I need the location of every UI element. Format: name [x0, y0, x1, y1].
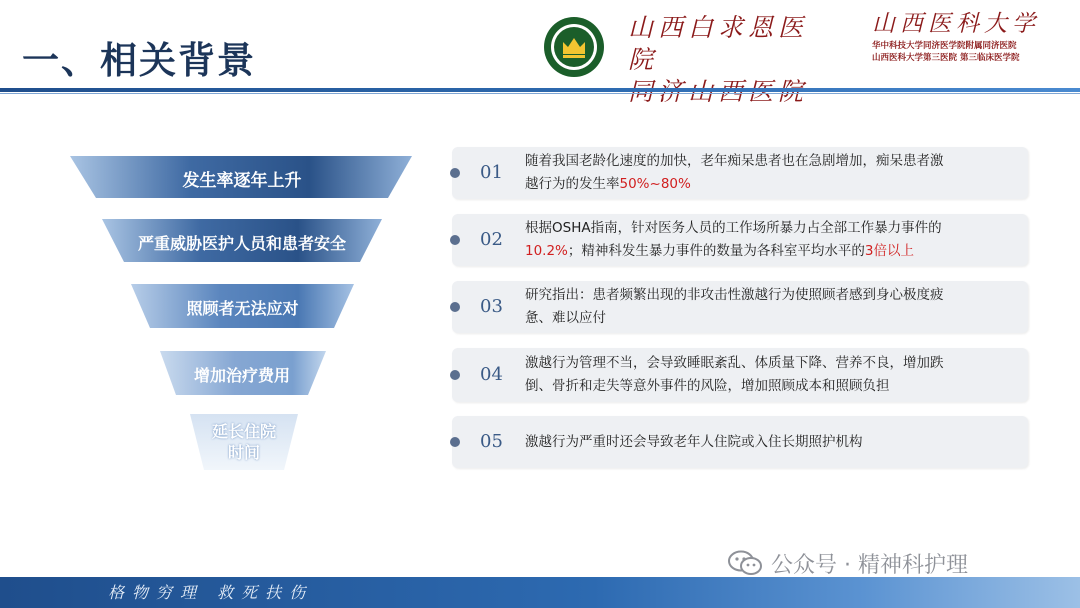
hospital-affiliation-2: 山西医科大学第三医院 第三临床医学院 [872, 53, 1020, 63]
item-number: 04 [480, 364, 503, 385]
highlight-value: 10.2% [525, 243, 568, 259]
wechat-icon [727, 550, 763, 576]
item-text-line2: 倒、骨折和走失等意外事件的风险，增加照顾成本和照顾负担 [525, 378, 890, 394]
item-text-line1: 随着我国老龄化速度的加快，老年痴呆患者也在急剧增加，痴呆患者激 [525, 153, 944, 169]
list-item [452, 214, 1028, 266]
item-text [525, 150, 1015, 196]
item-text-line2 [525, 173, 1015, 196]
item-text-line1: 研究指出：患者频繁出现的非攻击性激越行为使照顾者感到身心极度疲 [525, 287, 944, 303]
bullet-dot-icon [450, 168, 460, 178]
funnel-label-2: 严重威胁医护人员和患者安全 [137, 234, 346, 253]
list-item [452, 281, 1028, 333]
bullet-dot-icon [450, 302, 460, 312]
bullet-dot-icon [450, 235, 460, 245]
item-number: 01 [480, 162, 503, 183]
page-title: 一、相关背景 [22, 39, 256, 82]
item-text-line1: 激越行为管理不当，会导致睡眠紊乱、体质量下降、营养不良，增加跌 [525, 355, 944, 371]
funnel-label-5-line2: 时间 [227, 443, 260, 462]
item-text-line2: 惫、难以应付 [525, 310, 606, 326]
hospital-name-2-title: 山西医科大学 [872, 11, 1040, 37]
wechat-watermark [727, 548, 968, 578]
hospital-name-1-line1: 山西白求恩医院 [628, 13, 809, 74]
item-text-segment: ；精神科发生暴力事件的数量为各科室平均水平的 [567, 243, 865, 259]
funnel-label-4: 增加治疗费用 [193, 366, 290, 385]
footer-motto: 格物穷理 救死扶伤 [108, 583, 314, 602]
list-item [452, 416, 1028, 468]
item-number: 02 [480, 229, 503, 250]
list-item [452, 147, 1028, 199]
watermark-text: 公众号 · 精神科护理 [771, 552, 968, 578]
highlight-value: 3倍以上 [864, 243, 914, 259]
item-text-line2 [525, 240, 1015, 263]
bullet-dot-icon [450, 370, 460, 380]
item-text [525, 431, 1015, 454]
item-text [525, 217, 1015, 263]
highlight-value: 50%~80% [619, 176, 691, 192]
item-text-segment: 越行为的发生率 [525, 176, 620, 192]
hospital-affiliation-1: 华中科技大学同济医学院附属同济医院 [872, 41, 1017, 51]
item-number: 03 [480, 296, 503, 317]
funnel-label-5 [194, 421, 294, 463]
funnel-label-3: 照顾者无法应对 [186, 299, 299, 318]
item-text-line1: 激越行为严重时还会导致老年人住院或入住长期照护机构 [525, 434, 863, 450]
item-text [525, 284, 1015, 330]
funnel-label-5-line1: 延长住院 [211, 422, 276, 441]
funnel-label-1: 发生率逐年上升 [182, 171, 302, 191]
bullet-dot-icon [450, 437, 460, 447]
item-text [525, 352, 1015, 398]
item-text-line1: 根据OSHA指南，针对医务人员的工作场所暴力占全部工作暴力事件的 [525, 220, 942, 236]
item-number: 05 [480, 431, 503, 452]
list-item [452, 348, 1028, 402]
